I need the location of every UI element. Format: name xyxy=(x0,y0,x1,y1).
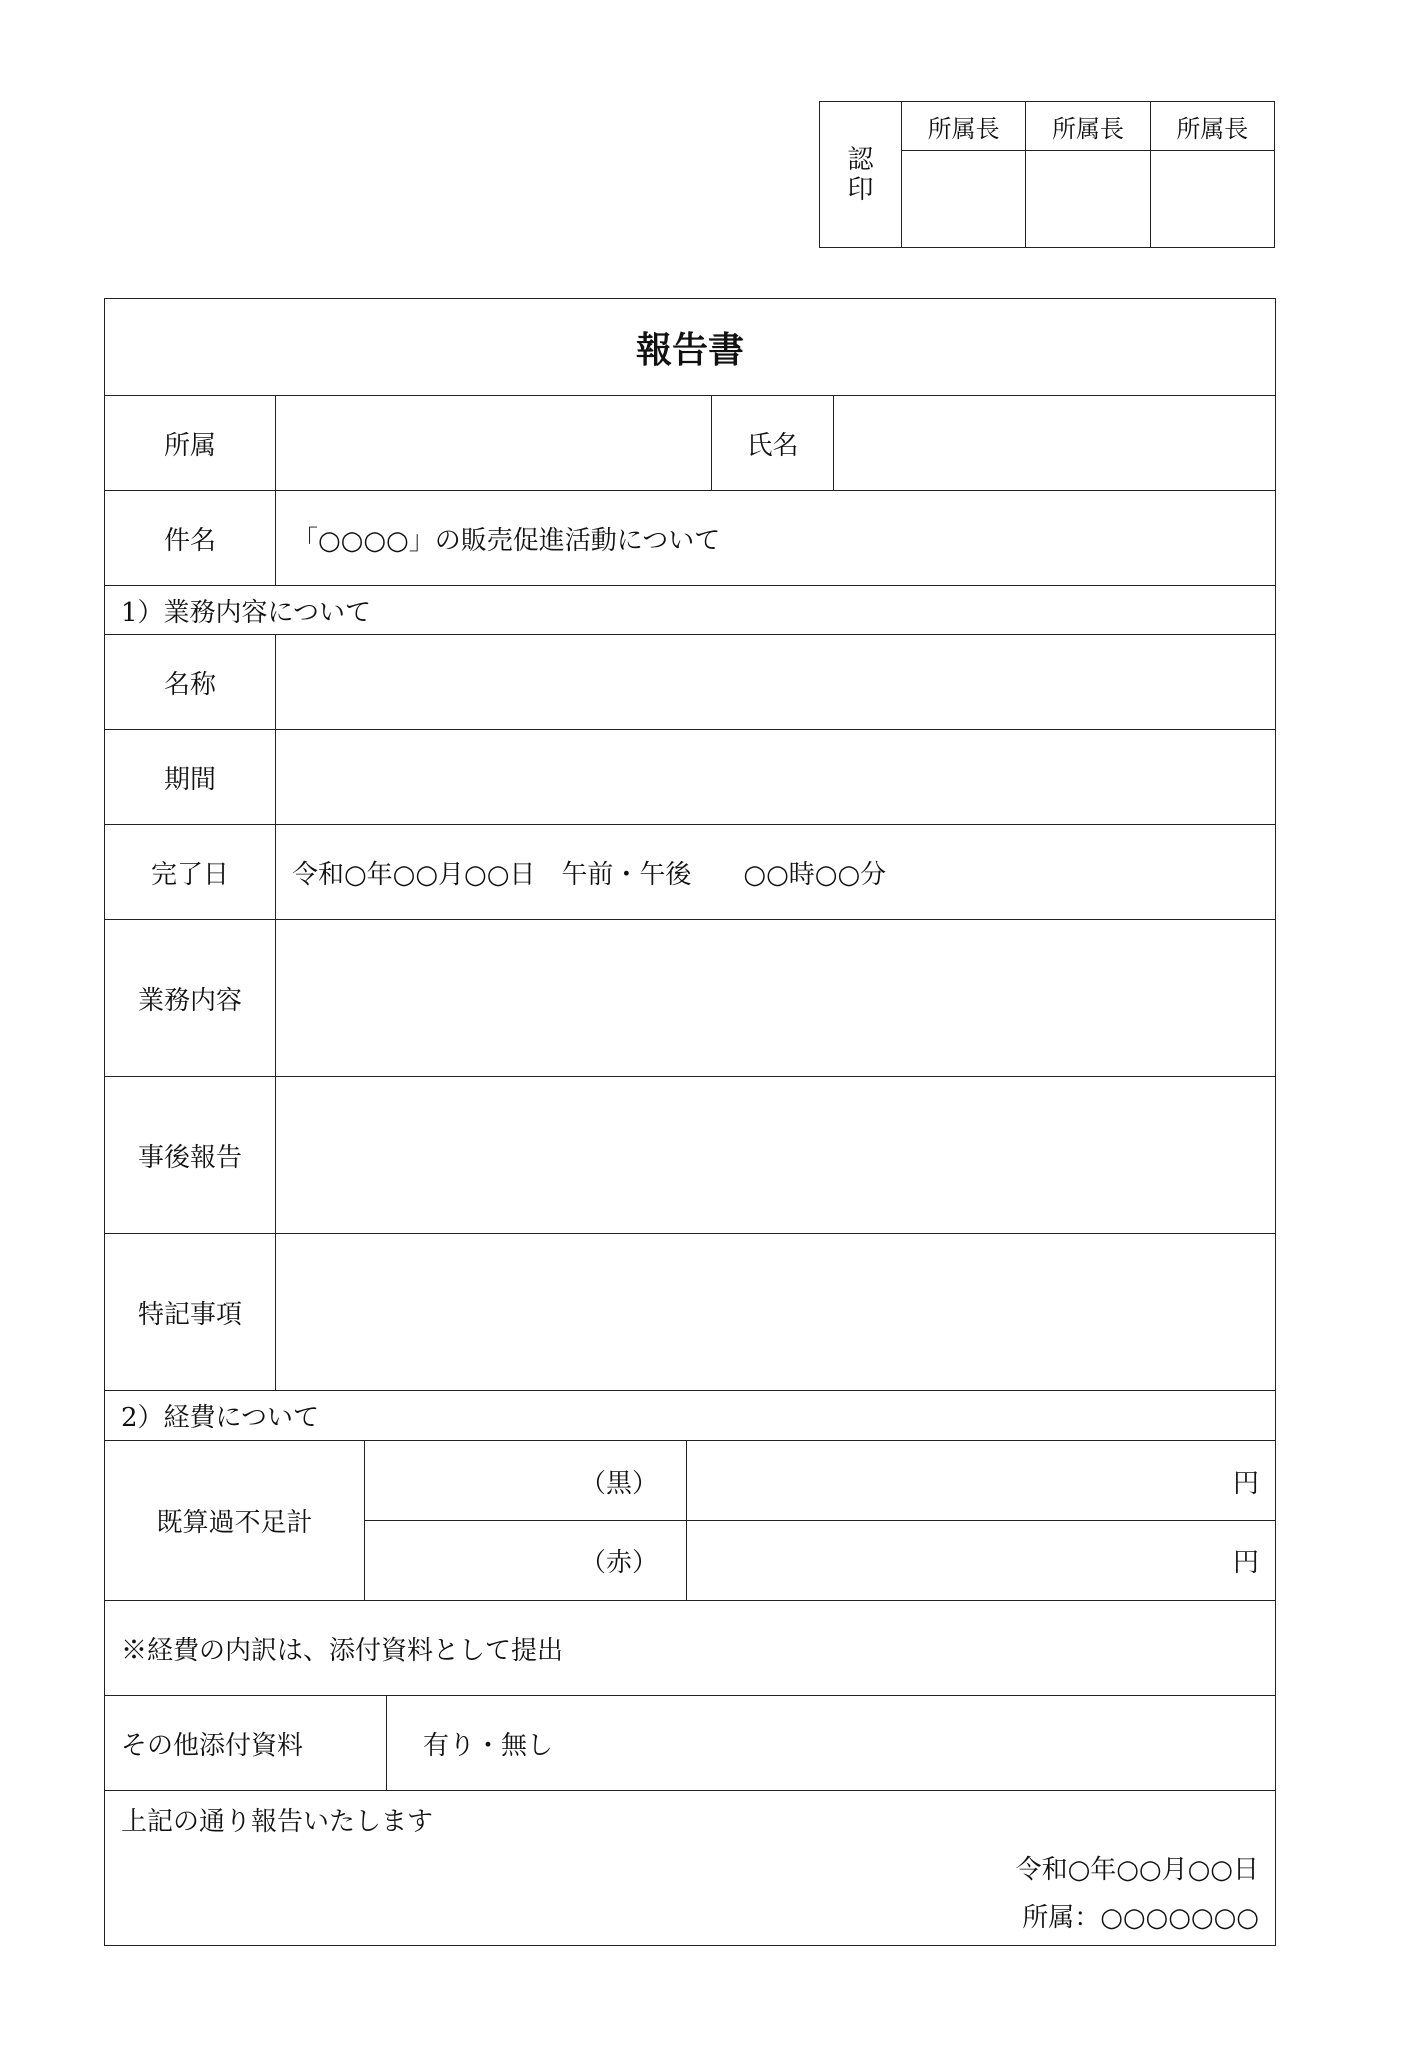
stamp-header: 所属長 xyxy=(902,102,1025,151)
stamp-label-char-2: 印 xyxy=(847,174,874,205)
section1-header: 1）業務内容について xyxy=(121,597,372,628)
affiliation-field[interactable] xyxy=(276,396,712,490)
affiliation-label: 所属 xyxy=(105,396,276,490)
report-date[interactable]: 令和○年○○月○○日 xyxy=(1015,1855,1259,1885)
signature-affiliation[interactable]: 所属：○○○○○○○ xyxy=(1022,1903,1259,1933)
approval-stamp-box xyxy=(819,101,1275,248)
subject-field[interactable]: 「○○○○」の販売促進活動について xyxy=(292,525,721,556)
subject-row xyxy=(105,491,1275,586)
attachments-field[interactable]: 有り・無し xyxy=(423,1730,554,1761)
black-label: （黒） xyxy=(365,1441,687,1521)
followup-label: 事後報告 xyxy=(105,1077,276,1233)
stamp-cell[interactable] xyxy=(1026,151,1149,247)
stamp-label xyxy=(820,102,902,247)
section1-header-row xyxy=(105,586,1275,635)
attachments-label: その他添付資料 xyxy=(105,1696,387,1790)
stamp-label-char-1: 認 xyxy=(847,144,874,175)
name-label: 氏名 xyxy=(712,396,834,490)
title-row xyxy=(105,299,1275,396)
report-form xyxy=(104,298,1276,1946)
stamp-column-1 xyxy=(902,102,1026,247)
work-content-field[interactable] xyxy=(276,920,1275,1076)
followup-row xyxy=(105,1077,1275,1234)
budget-label: 既算過不足計 xyxy=(105,1441,365,1600)
completion-field[interactable]: 令和○年○○月○○日 午前・午後 ○○時○○分 xyxy=(292,859,887,890)
completion-row xyxy=(105,825,1275,920)
expense-note-row xyxy=(105,1601,1275,1696)
name-field[interactable] xyxy=(834,396,1275,490)
notes-label: 特記事項 xyxy=(105,1234,276,1390)
stamp-header: 所属長 xyxy=(1026,102,1149,151)
stamp-column-3 xyxy=(1151,102,1274,247)
section2-header-row xyxy=(105,1391,1275,1441)
notes-row xyxy=(105,1234,1275,1391)
form-title: 報告書 xyxy=(635,328,744,371)
attachments-row xyxy=(105,1696,1275,1791)
section2-header: 2）経費について xyxy=(121,1403,320,1433)
red-label: （赤） xyxy=(365,1521,687,1600)
work-content-row xyxy=(105,920,1275,1077)
closing-row xyxy=(105,1791,1275,1945)
period-field[interactable] xyxy=(276,730,1275,824)
notes-field[interactable] xyxy=(276,1234,1275,1390)
work-content-label: 業務内容 xyxy=(105,920,276,1076)
stamp-column-2 xyxy=(1026,102,1150,247)
closing-text: 上記の通り報告いたします xyxy=(121,1807,434,1837)
period-row xyxy=(105,730,1275,825)
completion-label: 完了日 xyxy=(105,825,276,919)
red-amount-field[interactable]: 円 xyxy=(1232,1548,1259,1578)
affiliation-row xyxy=(105,396,1275,491)
stamp-header: 所属長 xyxy=(1151,102,1274,151)
stamp-cell[interactable] xyxy=(902,151,1025,247)
black-amount-field[interactable]: 円 xyxy=(1232,1468,1259,1499)
subject-label: 件名 xyxy=(105,491,276,585)
task-name-label: 名称 xyxy=(105,635,276,729)
task-name-field[interactable] xyxy=(276,635,1275,729)
stamp-cell[interactable] xyxy=(1151,151,1274,247)
expense-note: ※経費の内訳は、添付資料として提出 xyxy=(121,1635,564,1666)
task-name-row xyxy=(105,635,1275,730)
budget-row xyxy=(105,1441,1275,1601)
period-label: 期間 xyxy=(105,730,276,824)
followup-field[interactable] xyxy=(276,1077,1275,1233)
